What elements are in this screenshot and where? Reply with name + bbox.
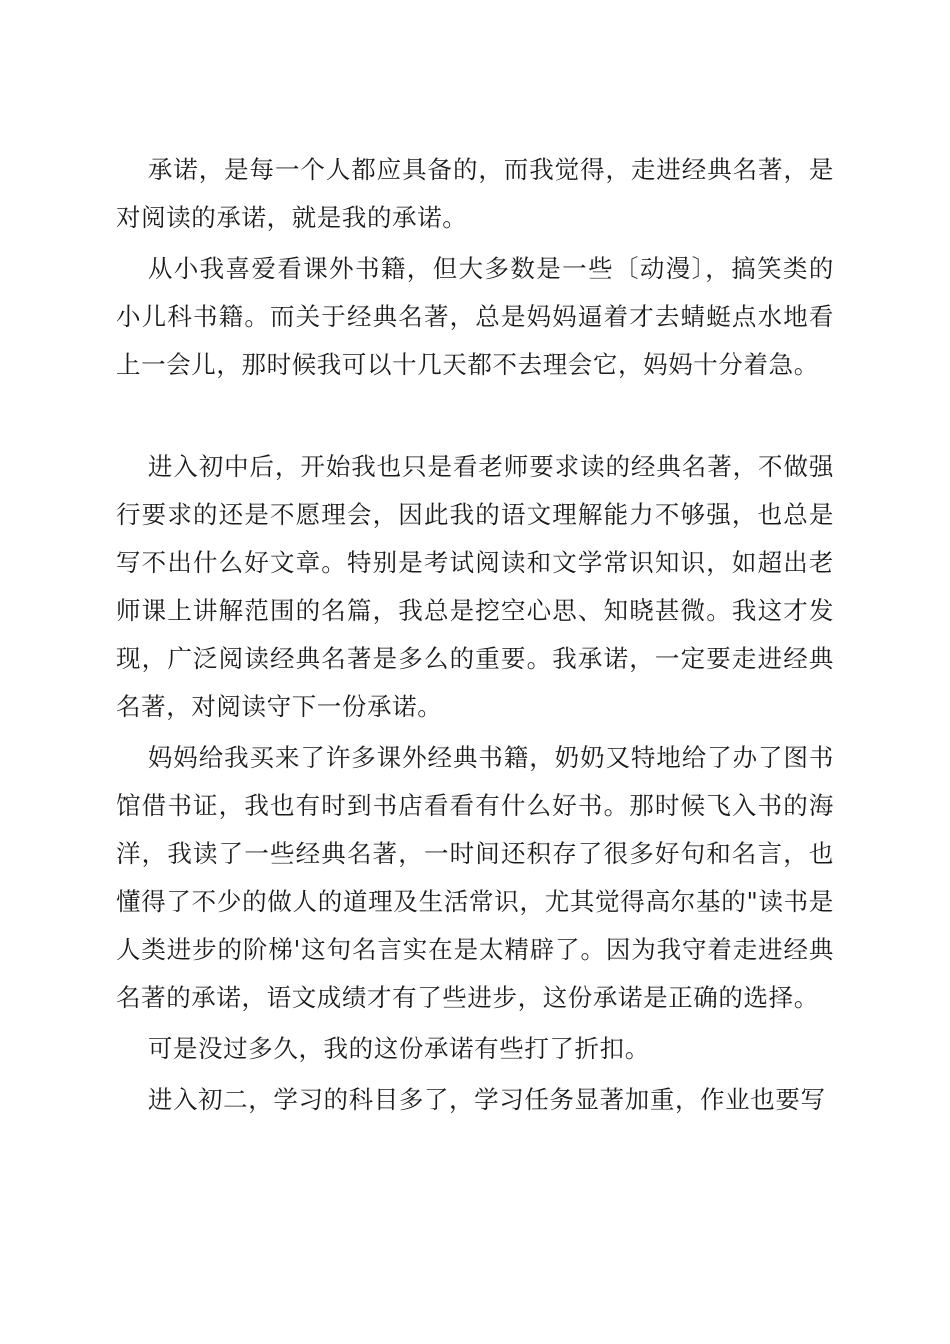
paragraph-3: 进入初中后，开始我也只是看老师要求读的经典名著，不做强行要求的还是不愿理会，因此我的语文理解能力不够强，也总是写不出什么好文章。特别是考试阅读和文学常识知识，如超出老师课上讲解范围的名篇，我总是挖空心思、知晓甚微。我这才发现，广泛阅读经典名著是多么的重要。我承诺，一定要走进经典名著，对阅读守下一份承诺。 [116, 452, 834, 721]
paragraph-5: 可是没过多久，我的这份承诺有些打了折扣。 [147, 1034, 650, 1063]
document-body [116, 146, 834, 1124]
paragraph-4: 妈妈给我买来了许多课外经典书籍，奶奶又特地给了办了图书馆借书证，我也有时到书店看看有什么好书。那时候飞入书的海洋，我读了一些经典名著，一时间还积存了很多好句和名言，也懂得了不少的做人的道理及生活常识，尤其觉得高尔基的"读书是人类进步的阶梯'这句名言实在是太精辟了。因为我守着走进经典名著的承诺，语文成绩才有了些进步，这份承诺是正确的选择。 [116, 743, 834, 1012]
paragraph-2: 从小我喜爱看课外书籍，但大多数是一些〔动漫〕，搞笑类的小儿科书籍。而关于经典名著，总是妈妈逼着才去蜻蜓点水地看上一会儿，那时候我可以十几天都不去理会它，妈妈十分着急。 [116, 254, 834, 379]
paragraph-1: 承诺，是每一个人都应具备的，而我觉得，走进经典名著，是对阅读的承诺，就是我的承诺。 [116, 155, 834, 232]
paragraph-6: 进入初二，学习的科目多了，学习任务显著加重，作业也要写 [147, 1085, 826, 1114]
